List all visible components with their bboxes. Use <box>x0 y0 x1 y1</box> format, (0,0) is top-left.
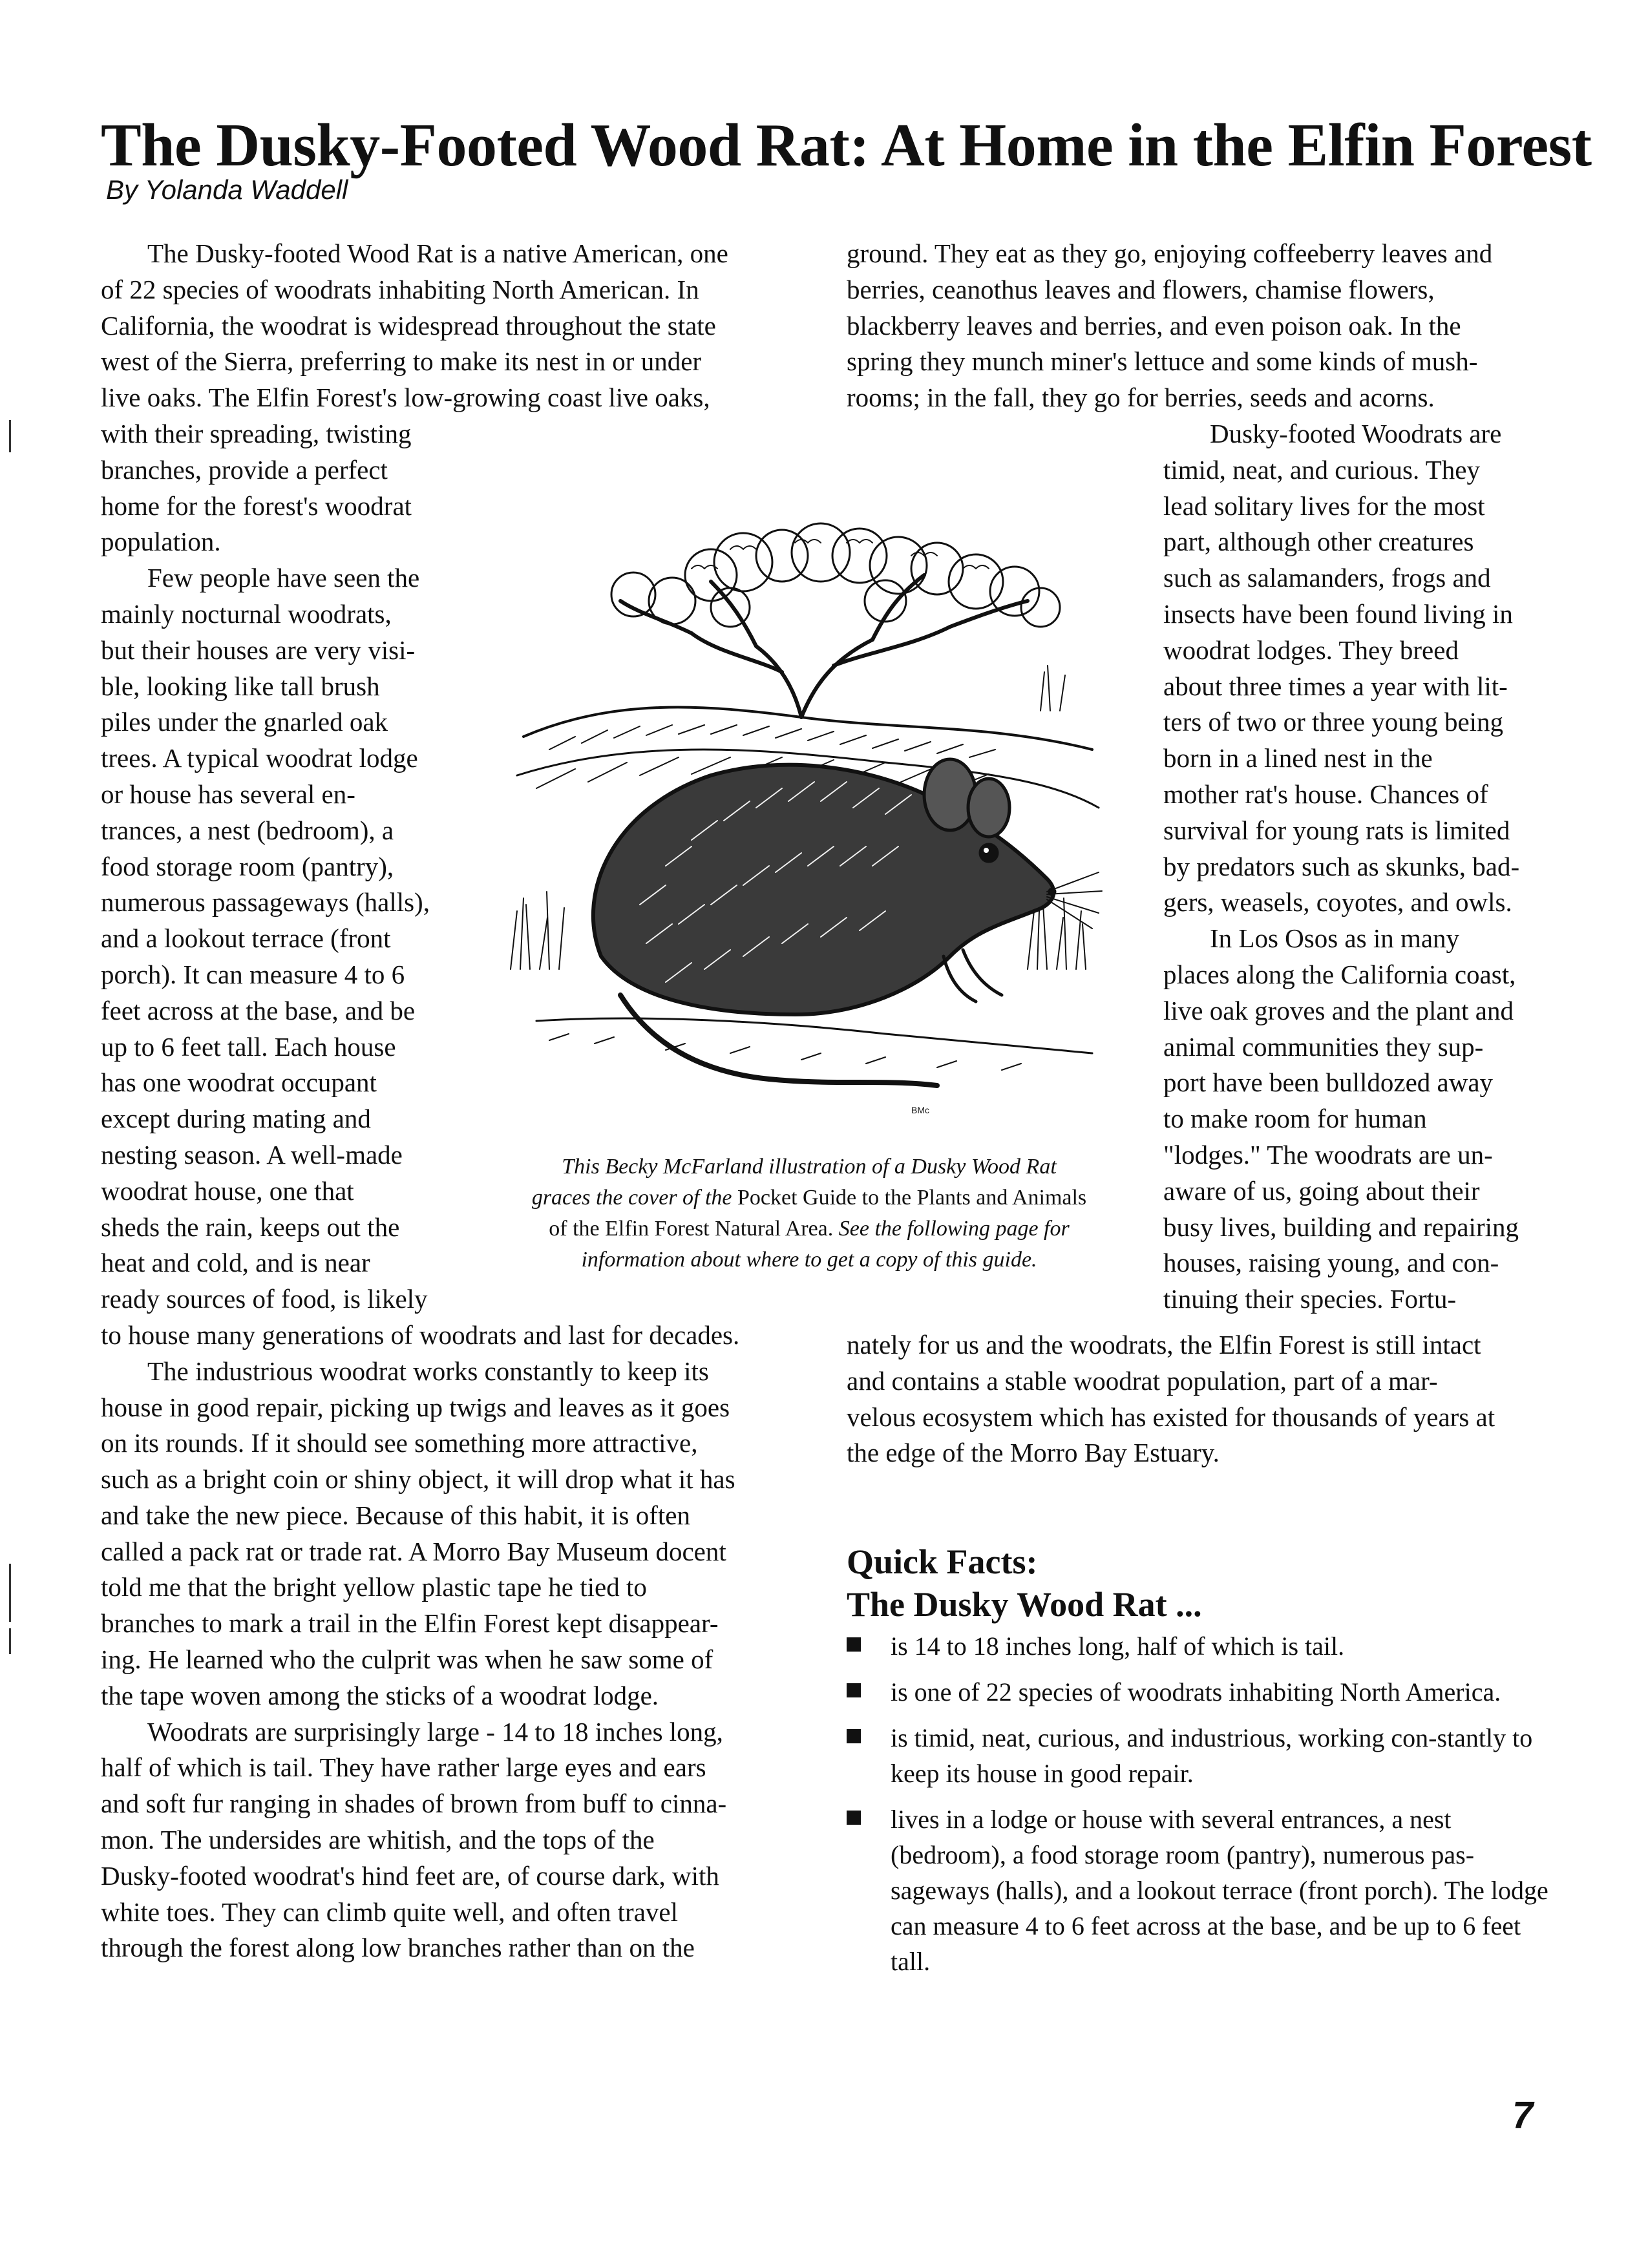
page-number: 7 <box>1512 2094 1534 2136</box>
text-line: Few people have seen the <box>147 563 420 593</box>
text-line: animal communities they sup- <box>1163 1031 1484 1062</box>
right-column-top <box>847 236 1570 416</box>
text-line: west of the Sierra, preferring to make its nest in or under <box>101 346 702 377</box>
quick-fact-text: is timid, neat, curious, and industrious, working con-stantly to keep its house in good repair. <box>891 1723 1533 1788</box>
text-line: trees. A typical woodrat lodge <box>101 743 418 773</box>
text-line: live oak groves and the plant and <box>1163 995 1514 1025</box>
text-line: spring they munch miner's lettuce and some kinds of mush- <box>847 346 1478 377</box>
text-line: half of which is tail. They have rather large eyes and ears <box>101 1752 706 1783</box>
text-line: through the forest along low branches rather than on the <box>101 1933 695 1963</box>
text-line: houses, raising young, and con- <box>1163 1248 1499 1278</box>
text-line: Woodrats are surprisingly large - 14 to 18 inches long, <box>147 1716 723 1747</box>
text-line: white toes. They can climb quite well, and often travel <box>101 1896 678 1927</box>
text-line: nesting season. A well-made <box>101 1139 403 1170</box>
text-line: heat and cold, and is near <box>101 1248 370 1278</box>
caption-text: See the following page for <box>833 1217 1070 1241</box>
text-line: branches, provide a perfect <box>101 454 388 485</box>
caption-line <box>467 1213 1152 1244</box>
text-line: rooms; in the fall, they go for berries, seeds and acorns. <box>847 383 1435 413</box>
text-line: such as a bright coin or shiny object, it will drop what it has <box>101 1464 735 1495</box>
quick-facts-subtitle: The Dusky Wood Rat ... <box>847 1585 1202 1624</box>
text-line: places along the California coast, <box>1163 959 1516 989</box>
text-line: tinuing their species. Fortu- <box>1163 1284 1457 1314</box>
quick-fact-text: is one of 22 species of woodrats inhabiting North America. <box>891 1677 1501 1706</box>
text-line: has one woodrat occupant <box>101 1067 377 1098</box>
text-line: sheds the rain, keeps out the <box>101 1212 400 1242</box>
text-line: and contains a stable woodrat population, part of a mar- <box>847 1365 1438 1396</box>
caption-line <box>467 1182 1152 1213</box>
caption-book-title: of the Elfin Forest Natural Area. <box>549 1217 834 1241</box>
text-line: up to 6 feet tall. Each house <box>101 1031 396 1062</box>
text-line: woodrat house, one that <box>101 1175 354 1206</box>
caption-line: This Becky McFarland illustration of a Dusky Wood Rat <box>562 1155 1057 1179</box>
article-byline: By Yolanda Waddell <box>106 174 348 205</box>
quick-fact-item <box>847 1720 1564 1791</box>
text-line: or house has several en- <box>101 779 355 809</box>
text-line: house in good repair, picking up twigs and leaves as it goes <box>101 1392 730 1422</box>
illustration-caption <box>467 1151 1152 1276</box>
text-line: born in a lined nest in the <box>1163 743 1433 773</box>
text-line: port have been bulldozed away <box>1163 1067 1494 1098</box>
quick-fact-item <box>847 1801 1564 1979</box>
text-line: In Los Osos as in many <box>1210 923 1460 954</box>
text-line: ble, looking like tall brush <box>101 671 380 701</box>
text-line: aware of us, going about their <box>1163 1175 1480 1206</box>
text-line: the tape woven among the sticks of a woodrat lodge. <box>101 1680 659 1710</box>
text-line: home for the forest's woodrat <box>101 490 412 521</box>
text-line: ground. They eat as they go, enjoying coffeeberry leaves and <box>847 238 1493 268</box>
right-column-narrow <box>1163 416 1570 1318</box>
text-line: such as salamanders, frogs and <box>1163 563 1491 593</box>
square-bullet-icon <box>847 1811 861 1825</box>
text-line: Dusky-footed Woodrats are <box>1210 419 1502 448</box>
text-line: and take the new piece. Because of this habit, it is often <box>101 1500 690 1530</box>
text-line: ing. He learned who the culprit was when he saw some of <box>101 1644 713 1675</box>
scan-mark <box>9 420 11 452</box>
wood-rat-illustration <box>498 504 1105 1124</box>
quick-facts-title: Quick Facts: <box>847 1542 1038 1581</box>
quick-fact-item <box>847 1674 1564 1710</box>
text-line: busy lives, building and repairing <box>1163 1212 1519 1242</box>
text-line: mon. The undersides are whitish, and the tops of the <box>101 1825 655 1855</box>
text-line: trances, a nest (bedroom), a <box>101 815 394 845</box>
text-line: by predators such as skunks, bad- <box>1163 851 1520 881</box>
text-line: porch). It can measure 4 to 6 <box>101 959 405 989</box>
caption-text: graces the cover of the <box>531 1186 737 1210</box>
text-line: about three times a year with lit- <box>1163 671 1508 701</box>
text-line: part, although other creatures <box>1163 527 1474 557</box>
text-line: and soft fur ranging in shades of brown from buff to cinna- <box>101 1789 727 1819</box>
text-line: gers, weasels, coyotes, and owls. <box>1163 887 1512 918</box>
text-line: food storage room (pantry), <box>101 851 394 881</box>
square-bullet-icon <box>847 1683 861 1697</box>
quick-fact-item <box>847 1628 1564 1664</box>
quick-facts-list <box>847 1628 1564 1990</box>
text-line: and a lookout terrace (front <box>101 923 391 954</box>
article-title: The Dusky-Footed Wood Rat: At Home in the Elfin Forest <box>101 112 1592 179</box>
text-line: told me that the bright yellow plastic tape he tied to <box>101 1572 647 1602</box>
text-line: live oaks. The Elfin Forest's low-growing coast live oaks, <box>101 383 710 413</box>
artist-signature: BMc <box>911 1105 929 1115</box>
quick-facts-heading <box>847 1540 1202 1626</box>
text-line: ready sources of food, is likely <box>101 1284 428 1314</box>
text-line: mother rat's house. Chances of <box>1163 779 1488 809</box>
square-bullet-icon <box>847 1637 861 1652</box>
caption-line: information about where to get a copy of this guide. <box>581 1248 1037 1272</box>
quick-fact-text: lives in a lodge or house with several entrances, a nest (bedroom), a food storage room (pantry), numerous pas-sageways (halls), and a lookout terrace (front porch). The lodge can measure 4 to 6 feet across at the base, and be up to 6 feet tall. <box>891 1805 1548 1976</box>
text-line: the edge of the Morro Bay Estuary. <box>847 1438 1220 1468</box>
square-bullet-icon <box>847 1729 861 1743</box>
text-line: called a pack rat or trade rat. A Morro Bay Museum docent <box>101 1536 726 1566</box>
text-line: lead solitary lives for the most <box>1163 490 1485 521</box>
text-line: "lodges." The woodrats are un- <box>1163 1139 1493 1170</box>
text-line: timid, neat, and curious. They <box>1163 454 1480 485</box>
text-line: numerous passageways (halls), <box>101 887 430 918</box>
text-line: feet across at the base, and be <box>101 995 416 1025</box>
text-line: woodrat lodges. They breed <box>1163 635 1459 665</box>
text-line: survival for young rats is limited <box>1163 815 1510 845</box>
text-line: of 22 species of woodrats inhabiting North American. In <box>101 274 699 304</box>
text-line: California, the woodrat is widespread throughout the state <box>101 310 716 341</box>
text-line: mainly nocturnal woodrats, <box>101 598 392 629</box>
text-line: to house many generations of woodrats and last for decades. <box>101 1319 740 1350</box>
text-line: insects have been found living in <box>1163 598 1513 629</box>
text-line: Dusky-footed woodrat's hind feet are, of course dark, with <box>101 1860 719 1891</box>
scan-mark <box>9 1564 11 1622</box>
text-line: The industrious woodrat works constantly to keep its <box>147 1356 709 1386</box>
text-line: but their houses are very visi- <box>101 635 416 665</box>
text-line: piles under the gnarled oak <box>101 707 388 737</box>
text-line: blackberry leaves and berries, and even poison oak. In the <box>847 310 1461 341</box>
text-line: except during mating and <box>101 1104 371 1134</box>
text-line: ters of two or three young being <box>1163 707 1504 737</box>
text-line: on its rounds. If it should see something more attractive, <box>101 1428 698 1458</box>
right-column-bottom <box>847 1327 1570 1471</box>
text-line: population. <box>101 527 221 557</box>
text-line: branches to mark a trail in the Elfin Forest kept disappear- <box>101 1608 719 1639</box>
text-line: velous ecosystem which has existed for thousands of years at <box>847 1402 1495 1432</box>
text-line: nately for us and the woodrats, the Elfin Forest is still intact <box>847 1330 1481 1360</box>
text-line: with their spreading, twisting <box>101 418 412 448</box>
quick-fact-text: is 14 to 18 inches long, half of which is tail. <box>891 1632 1345 1661</box>
caption-book-title: Pocket Guide to the Plants and Animals <box>737 1186 1087 1210</box>
text-line: berries, ceanothus leaves and flowers, chamise flowers, <box>847 274 1435 304</box>
text-line: to make room for human <box>1163 1104 1427 1134</box>
text-line: The Dusky-footed Wood Rat is a native American, one <box>147 238 728 268</box>
scan-mark <box>9 1628 11 1654</box>
